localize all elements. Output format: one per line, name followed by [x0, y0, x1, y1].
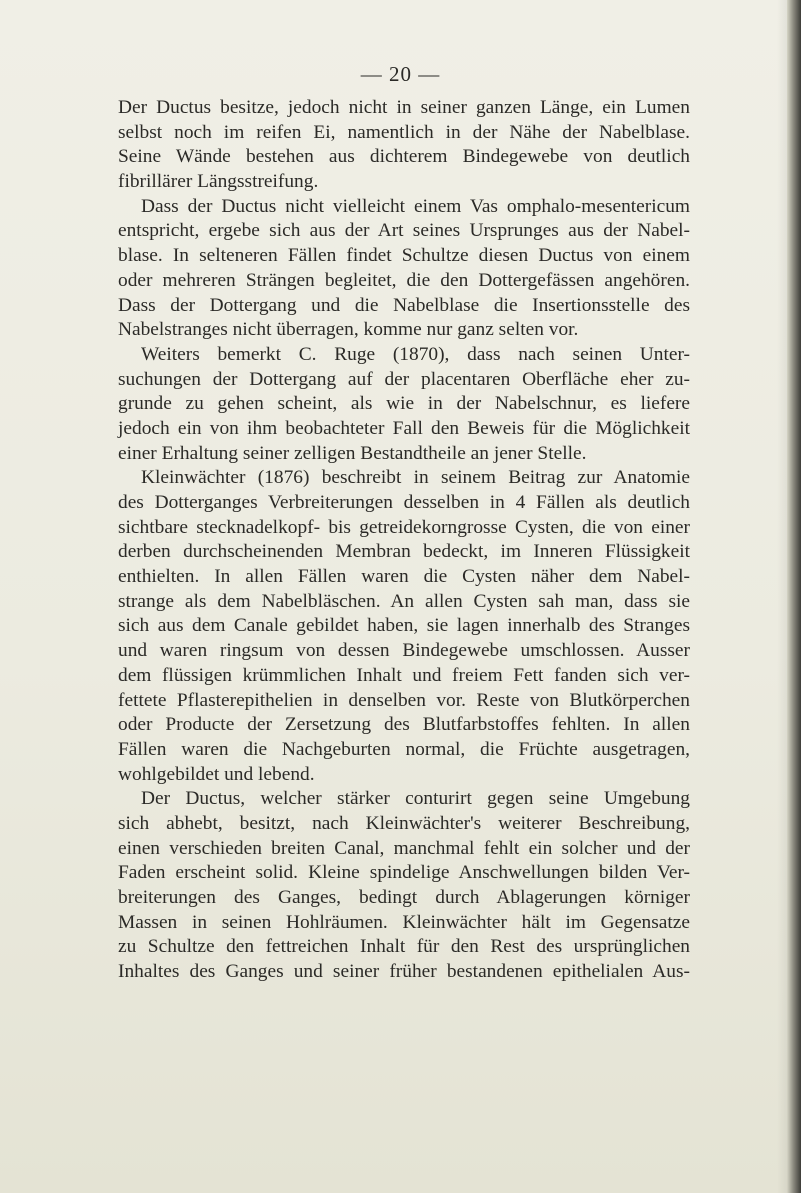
text-line: fettete Pflasterepithelien in denselben vor. Reste von Blutkörperchen [118, 689, 690, 711]
text-line: Dass der Ductus nicht vielleicht einem Vas omphalo-mesentericum [141, 195, 690, 217]
text-line: grunde zu gehen scheint, als wie in der Nabelschnur, es liefere [118, 393, 690, 415]
text-line: Inhaltes des Ganges und seiner früher bestandenen epithelialen Aus- [118, 961, 690, 983]
text-line: entspricht, ergebe sich aus der Art seines Ursprunges aus der Nabel- [118, 220, 690, 242]
paragraph [118, 96, 690, 195]
text-line: einer Erhaltung seiner zelligen Bestandtheile an jener Stelle. [118, 442, 587, 464]
paragraph [118, 466, 690, 787]
page-edge [787, 0, 801, 1193]
text-line: zu Schultze den fettreichen Inhalt für den Rest des ursprünglichen [118, 936, 690, 958]
text-line: des Dotterganges Verbreiterungen desselben in 4 Fällen als deutlich [118, 492, 690, 513]
text-line: Der Ductus, welcher stärker conturirt gegen seine Umgebung [141, 788, 690, 810]
text-line: einen verschieden breiten Canal, manchmal fehlt ein solcher und der [118, 837, 690, 859]
text-line: wohlgebildet und lebend. [118, 763, 315, 785]
text-line: suchungen der Dottergang auf der placentaren Oberfläche eher zu- [118, 368, 690, 390]
text-line: blase. In selteneren Fällen findet Schultze diesen Ductus von einem [118, 245, 690, 267]
text-line: Der Ductus besitze, jedoch nicht in seiner ganzen Länge, ein Lumen [118, 97, 690, 118]
text-line: Kleinwächter (1876) beschreibt in seinem Beitrag zur Anatomie [141, 467, 690, 489]
text-line: Weiters bemerkt C. Ruge (1870), dass nach seinen Unter- [141, 343, 690, 365]
text-line: selbst noch im reifen Ei, namentlich in der Nähe der Nabelblase. [118, 121, 690, 143]
text-line: oder Producte der Zersetzung des Blutfarbstoffes fehlten. In allen [118, 714, 690, 736]
text-line: derben durchscheinenden Membran bedeckt, im Inneren Flüssigkeit [118, 541, 690, 563]
text-line: jedoch ein von ihm beobachteter Fall den Beweis für die Möglichkeit [118, 417, 690, 439]
text-line: strange als dem Nabelbläschen. An allen Cysten sah man, dass sie [118, 590, 690, 612]
text-line: sich abhebt, besitzt, nach Kleinwächter's weiterer Beschreibung, [118, 812, 690, 834]
text-line: Faden erscheint solid. Kleine spindelige Anschwellungen bilden Ver- [118, 862, 690, 884]
paragraph [118, 787, 690, 985]
text-line: dem flüssigen krümmlichen Inhalt und freiem Fett fanden sich ver- [118, 664, 690, 686]
page-number: — 20 — [360, 62, 441, 86]
text-line: Massen in seinen Hohlräumen. Kleinwächter hält im Gegensatze [118, 911, 690, 933]
body-text [118, 96, 690, 985]
text-line: sich aus dem Canale gebildet haben, sie lagen innerhalb des Stranges [118, 615, 690, 637]
text-line: und waren ringsum von dessen Bindegewebe umschlossen. Ausser [118, 640, 690, 662]
text-line: breiterungen des Ganges, bedingt durch Ablagerungen körniger [118, 887, 690, 908]
text-line: oder mehreren Strängen begleitet, die den Dottergefässen angehören. [118, 269, 690, 291]
paragraph [118, 343, 690, 466]
text-line: enthielten. In allen Fällen waren die Cysten näher dem Nabel- [118, 566, 690, 588]
text-line: Dass der Dottergang und die Nabelblase die Insertionsstelle des [118, 294, 690, 316]
text-line: Seine Wände bestehen aus dichterem Bindegewebe von deutlich [118, 146, 690, 168]
text-line: fibrillärer Längsstreifung. [118, 171, 319, 193]
paragraph [118, 195, 690, 343]
text-line: Fällen waren die Nachgeburten normal, die Früchte ausgetragen, [118, 738, 690, 760]
text-line: sichtbare stecknadelkopf- bis getreidekorngrosse Cysten, die von einer [118, 516, 690, 538]
text-line: Nabelstranges nicht überragen, komme nur ganz selten vor. [118, 319, 579, 341]
page-edge-shadow [777, 0, 787, 1193]
